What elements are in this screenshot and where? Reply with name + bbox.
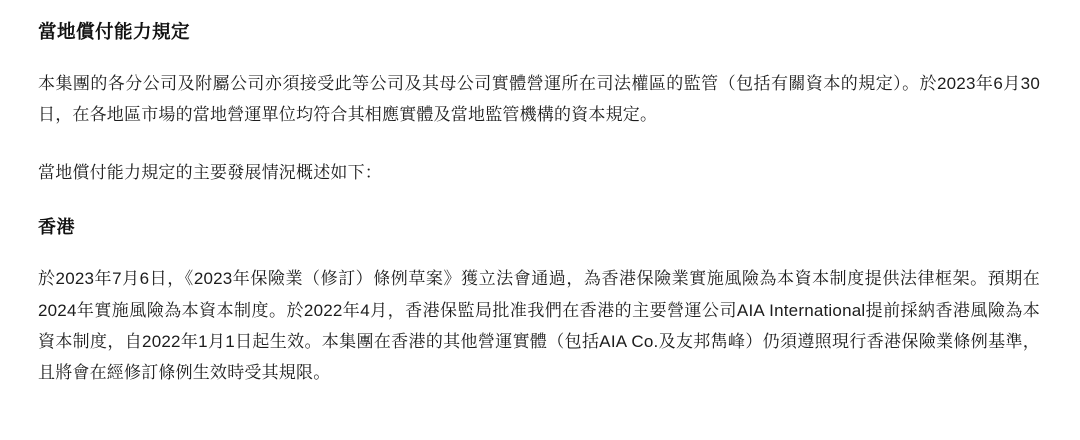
subsection-heading-hong-kong: 香港 [38, 217, 75, 238]
summary-lead-paragraph: 當地償付能力規定的主要發展情況概述如下： [38, 162, 382, 182]
hong-kong-body-paragraph: 於2023年7月6日，《2023年保險業（修訂）條例草案》獲立法會通過，為香港保險業實施風險為本資本制度提供法律框架。預期在2024年實施風險為本資本制度。於2022年4月，香港保監局批准我們在香港的主要營運公司AIA International提前採納香港風險為本資本制度，自2022年1月1日起生效。本集團在香港的其他營運實體（包括AIA Co.及友邦雋峰）仍須遵照現行香港保險業條例基準，且將會在經修訂條例生效時受其規限。 [38, 269, 1040, 383]
section-heading: 當地償付能力規定 [38, 21, 191, 42]
intro-paragraph: 本集團的各分公司及附屬公司亦須接受此等公司及其母公司實體營運所在司法權區的監管（包括有關資本的規定）。於2023年6月30日，在各地區市場的當地營運單位均符合其相應實體及當地監管機構的資本規定。 [38, 73, 1040, 125]
